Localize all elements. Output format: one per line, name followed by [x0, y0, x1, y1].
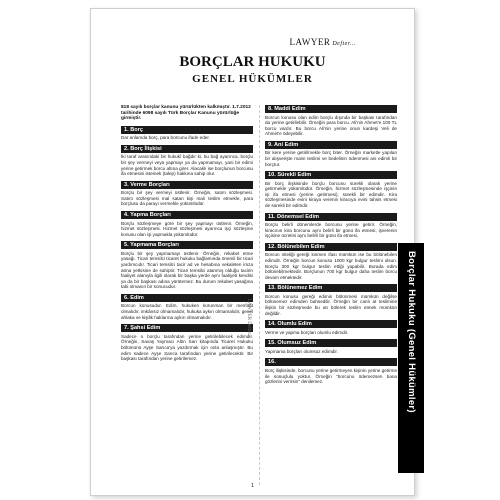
section-heading: 10. Sürekli Edim — [265, 171, 397, 179]
section — [121, 211, 253, 237]
section-heading: 15. Olumsuz Edim — [265, 339, 397, 347]
left-sections — [121, 126, 253, 362]
section-heading: 4. Yapma Borçları — [121, 211, 253, 219]
section-body: Borçlu belirli dönemlerde borcunu yerine getirir. Örneğin, kiracının kira borcunu aynı belirli bir günü ifa etmesi, işverenin işçisine ücretini aynı belirli bir günü ifa etmesi. — [265, 222, 397, 239]
side-tab — [398, 243, 424, 473]
logo-text: LAWYER — [289, 37, 331, 47]
section-body: Borçlu bir şey vermeyi üstlenir. Örneğin, satım sözleşmesi. Satım sözleşmesi mal satan kişi malı teslim etmekle, para borçlusu da parayı vermekle yükümlüdür. — [121, 190, 253, 207]
page-subtitle: GENEL HÜKÜMLER — [192, 73, 313, 85]
section — [265, 339, 397, 354]
section — [265, 320, 397, 335]
section-body: Bir kere yerine getirilmekle borç biter. Örneğin marketle yapılan bir alışverişte malın teslimi ve bedelinin ödenmesi ani edimli bir borçtur. — [265, 150, 397, 167]
section-body: Borcun niteliği gereği kısmen ifası mümkün ise bu bölünebilen edimdir. Örneğin borcun konusu 1000 kgr bulgur teslimi olsun. Borçlu 300 kgr bulgur teslim ettiği yapabilir. Burada edim bölünebilmektedir. Borçlunun 700 kgr bulgur daha teslim borcu devam etmektedir. — [265, 252, 397, 280]
section-heading: 8. Maddi Edim — [265, 105, 397, 113]
right-sections — [265, 105, 397, 385]
section-body: Dar anlamda borç, para borcunu ifade eder. — [121, 135, 210, 141]
section — [121, 294, 253, 320]
section-heading: 12. Bölünebilen Edim — [265, 243, 397, 251]
column-divider — [259, 105, 260, 485]
section-heading: 9. Ani Edim — [265, 141, 397, 149]
section-body: Borcun konusu olan edim borçlu dışında bir başkası tarafından da yerine getirilebilir. Örneğin para borcu. Ali'nin Ahmet'e 100 TL borcu vardır. Bu borcu Ali'nin yerine onun kardeşi Veli de Ahmet'e ödeyebilir. — [265, 114, 397, 137]
section-body: Sadece o borçlu tarafından yerine getirilebilecek edimdir. Örneğin, Savaş Yaymacı Altın Sarı kitapında Ticaret Hukuku bölümünü Ayşe Sarıca'ya yazdırmak için onla anlaşmıştır. Bu edim sadece Ayşe Sarıca tarafından yerine getirilecektir. Bir başkası tarafından yerine getirilemez. — [121, 333, 253, 362]
spine-logo-subtext: Defter... — [246, 321, 251, 338]
right-column — [265, 105, 397, 389]
side-tab-label: Borçlar Hukuku (Genel Hükümler) — [406, 251, 417, 413]
document-page — [90, 8, 415, 496]
section — [265, 358, 397, 384]
spine-logo-text: LAWYER — [246, 299, 251, 320]
section-heading: 7. Şahsi Edim — [121, 324, 253, 332]
left-column — [121, 105, 253, 366]
lawyer-logo — [290, 37, 356, 47]
section-body: Borcun konusudur. Edim, hukuken korunman bir menfaat olmalıdır, imkânsız olmamalıdır, hukuka aykırı olmamalıdır, genel ahlaka ve kişilik haklarına aykırı olmamalıdır. — [121, 303, 253, 320]
section-heading: 3. Verme Borçları — [121, 181, 253, 189]
spine-logo — [246, 299, 251, 359]
section-heading: 2. Borç İlişkisi — [121, 145, 253, 153]
section-body: Verme ve yapma borçları olumlu edimdir. — [265, 329, 349, 335]
page-number: 1 — [251, 483, 254, 489]
section-body: Borçlu sözleşmeye göre bir şey yapmayı üstlenir. Örneğin, hizmet sözleşmesi. Hizmet sözleşmesi ayarınca işçi sözleşme konusu olan işi yapmakla yükümlüdür. — [121, 220, 253, 237]
intro-paragraph: 818 sayılı borçlar kanunu yürürlükten kalkmıştır. 1.7.2012 tarihinde 6098 sayılı Türk Borçlar Kanunu yürürlüğe girmiştir. — [121, 105, 251, 122]
section-body: İki taraf arasındaki bir hukukî bağdır ki, bu bağ ayarınca, borçlu bir şey vermeyi veya yapmayı ya da yapmamayı, yani bir edimi yerine getirmek borcu altına girer. Alacaklı ise borçlunun borcunu ifa etmesini istemek (talep) hakkına sahip olur. — [121, 154, 253, 177]
section-body: Borç ilişkisinde, borcunu yerine getirmeyen kişinin yerine getirme ile sonuçlulu yoktur. Örneğin "borcunu ödemezsen bana gözlerini verirsin" denilemez. — [265, 367, 397, 385]
section — [265, 284, 397, 316]
section-heading: 11. Dönemsel Edim — [265, 213, 397, 221]
section-body: Borcun konusu gereği edimin bölünmesi mümkün değilse bölünemez edimden bahsedilir. Örneğin bir canlı at teslimine ilişkin bir sözleşmede bu atı bölerek teslim etmek mümkün değildir. — [265, 293, 397, 316]
section-heading: 14. Olumlu Edim — [265, 320, 397, 328]
section-heading: 5. Yapmama Borçları — [121, 241, 253, 249]
section — [265, 105, 397, 137]
logo-subtext: Defter... — [332, 41, 356, 47]
section — [265, 243, 397, 280]
page-title: BORÇLAR HUKUKU — [179, 54, 326, 70]
section — [265, 171, 397, 208]
section-body: Bir borç ilişkisinde borçlu borcunu sürekli olarak yerine getirmekle yükümlüdür. Örneğin, hizmet sözleşmesinde işçinin işi ifa etmesi (yerine getirmesi), sürekli bir edimdir. Kira sözleşmesinde evini kiraya verenin kiracıya evini tahsis etmesi de sürekli bir edimdir. — [265, 180, 397, 209]
section — [121, 241, 253, 290]
section-body: Borçlu bir şey yapmamayı üstlenir. Örneğin, rekabet etme yasağı. Ticari temsilci ticaret hukuku bağlamında önemli bir ticari yardımcıdır. Ticari temsilci tacir ad ve hesabına vekaleten imza atma yetkisine de sahiptir. Ticari temsilci atanmış olduğu tacirin faaliyet alanıyla ilgili olarak bir başka yerde aynı faaliyeti kendisi ya da bir başkası adına yürütemez. Bu durum rekabet yasağına tabi olmanın bir sonucudur. — [121, 250, 253, 290]
section-heading: 16. — [265, 358, 397, 366]
section — [265, 141, 397, 167]
section-body: Yapmama borçları olumsuz edimdir. — [265, 348, 338, 354]
section — [121, 145, 253, 177]
section-heading: 6. Edim — [121, 294, 253, 302]
section — [121, 181, 253, 207]
section — [121, 126, 253, 141]
section-heading: 1. Borç — [121, 126, 253, 134]
section — [121, 324, 253, 361]
section — [265, 213, 397, 239]
section-heading: 13. Bölünemez Edim — [265, 284, 397, 292]
